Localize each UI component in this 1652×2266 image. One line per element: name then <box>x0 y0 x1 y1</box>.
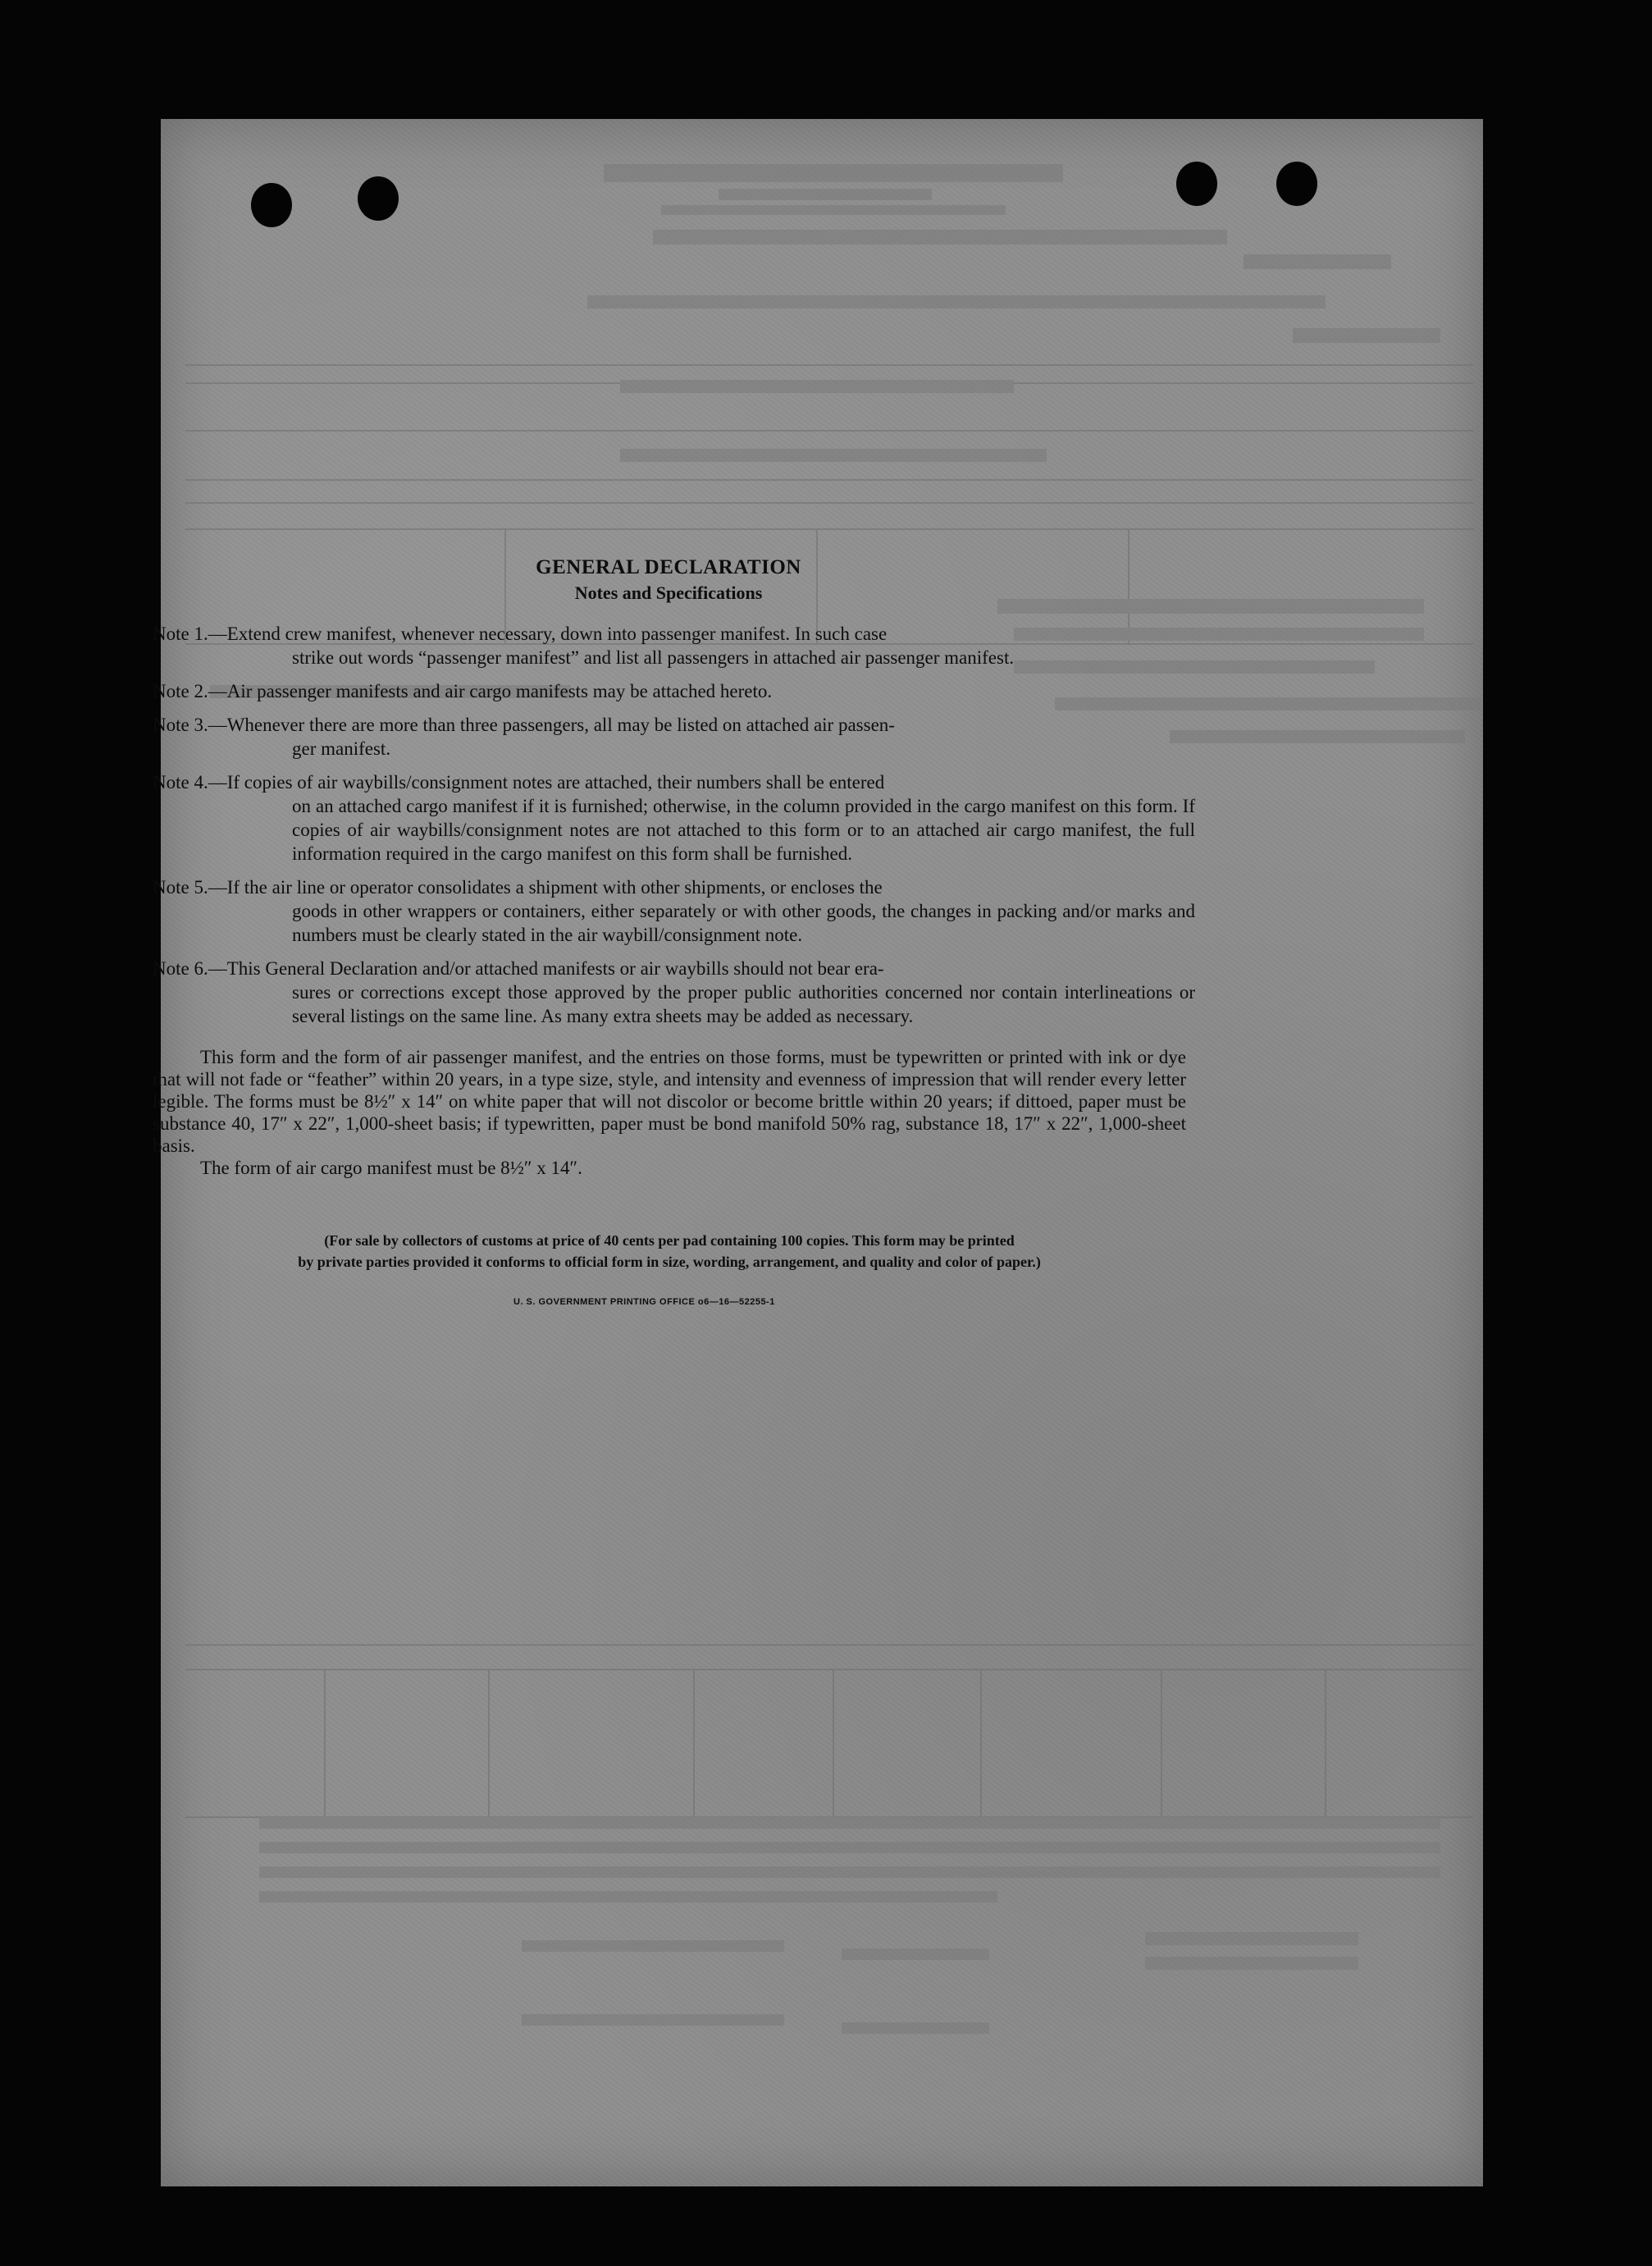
note-3-first-line: —Whenever there are more than three passengers, all may be listed on attached air passen- <box>208 715 895 735</box>
note-3-label: Note 3. <box>153 715 208 735</box>
note-2-first-line: —Air passenger manifests and air cargo manifests may be attached hereto. <box>208 681 773 701</box>
page-subtitle: Notes and Specifications <box>574 582 763 603</box>
note-2 <box>153 679 1195 703</box>
punch-hole-right-2 <box>1276 162 1317 206</box>
note-6-body: sures or corrections except those approved by the proper public authorities concerned nor contain interlineations or several listings on the same line. As many extra sheets may be added as necessary. <box>292 982 1195 1026</box>
note-1 <box>153 622 1195 669</box>
sale-notice <box>153 1230 1186 1272</box>
note-5-first-line: —If the air line or operator consolidates a shipment with other shipments, or encloses the <box>208 877 883 898</box>
note-1-label: Note 1. <box>153 624 208 644</box>
punch-hole-right-1 <box>1176 162 1217 206</box>
note-4-first-line: —If copies of air waybills/consignment notes are attached, their numbers shall be entered <box>208 772 885 793</box>
cargo-manifest-size-line: The form of air cargo manifest must be 8½″ x 14″. <box>200 1158 582 1178</box>
specification-paragraph-text: This form and the form of air passenger manifest, and the entries on those forms, must be typewritten or printed with ink or dye that will not fade or “feather” within 20 years, in a type size, style, and intensity and evenness of impression that will render every letter legible. The forms must be 8½″ x 14″ on white paper that will not discolor or become brittle within 20 years; if dittoed, paper must be substance 40, 17″ x 22″, 1,000-sheet basis; if typewritten, paper must be bond manifold 50% rag, substance 18, 17″ x 22″, 1,000-sheet basis. <box>153 1047 1186 1156</box>
note-1-first-line: —Extend crew manifest, whenever necessary, down into passenger manifest. In such case <box>208 624 888 644</box>
note-1-body: strike out words “passenger manifest” and list all passengers in attached air passenger manifest. <box>292 647 1015 668</box>
sale-notice-line-1: (For sale by collectors of customs at price of 40 cents per pad containing 100 copies. This form may be printed <box>324 1232 1015 1249</box>
note-6 <box>153 957 1195 1028</box>
note-4-label: Note 4. <box>153 772 208 793</box>
sale-notice-line-2: by private parties provided it conforms to official form in size, wording, arrangement, and quality and color of paper.) <box>298 1254 1041 1270</box>
note-2-label: Note 2. <box>153 681 208 701</box>
note-3 <box>153 713 1195 761</box>
note-6-first-line: —This General Declaration and/or attached manifests or air waybills should not bear era- <box>208 958 884 979</box>
note-4-body: on an attached cargo manifest if it is furnished; otherwise, in the column provided in the cargo manifest on this form. If copies of air waybills/consignment notes are not attached to this form or to an attached air cargo manifest, the full information required in the cargo manifest on this form shall be furnished. <box>292 796 1195 864</box>
printing-office-imprint: U. S. GOVERNMENT PRINTING OFFICE o6—16—52255-1 <box>513 1297 775 1307</box>
note-3-body: ger manifest. <box>292 738 391 759</box>
note-5 <box>153 875 1195 947</box>
specification-paragraph <box>153 1046 1186 1157</box>
punch-hole-center <box>358 176 399 221</box>
punch-hole-left <box>251 183 292 227</box>
note-6-label: Note 6. <box>153 958 208 979</box>
page-title: GENERAL DECLARATION <box>536 556 801 578</box>
notes-content <box>153 556 1350 1307</box>
note-5-label: Note 5. <box>153 877 208 898</box>
note-5-body: goods in other wrappers or containers, either separately or with other goods, the changes in packing and/or marks and numbers must be clearly stated in the air waybill/consignment note. <box>292 901 1195 945</box>
note-4 <box>153 770 1195 866</box>
